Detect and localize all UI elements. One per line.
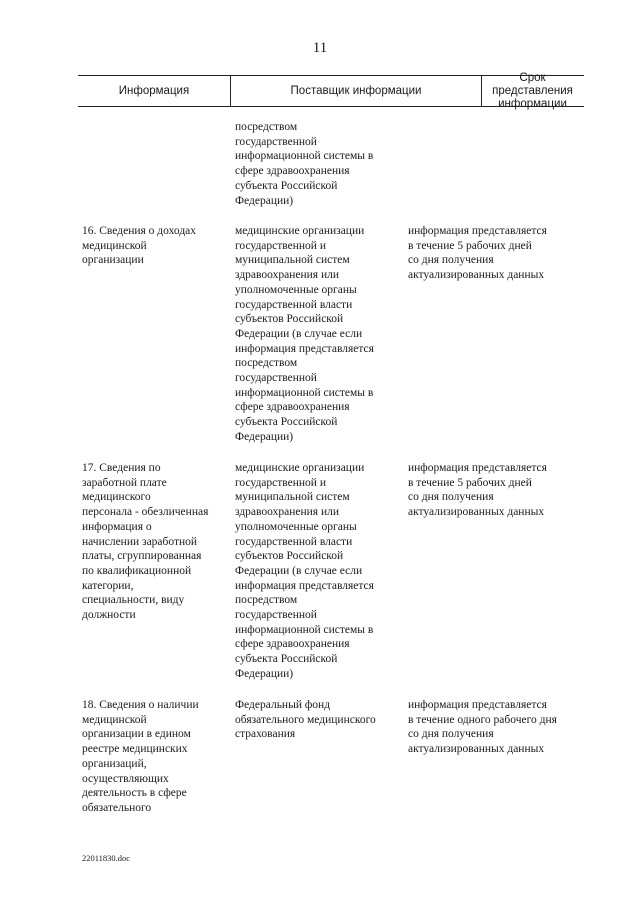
document-filename: 22011830.doc [82,853,131,863]
header-information: Информация [118,84,190,97]
header-deadline-line2: информации [498,97,567,110]
header-deadline [481,71,584,110]
header-deadline-line1: Срок представления [492,71,573,97]
row-17-information: 17. Сведения по заработной плате медицинского персонала - обезличенная информация о начислении заработной платы, сгруппированная по квалификационной категории, специальности, виду должности [82,462,209,622]
row-17-deadline: информация представляется в течение 5 рабочих дней со дня получения актуализированных данных [408,462,547,519]
row-16-provider: медицинские организации государственной и муниципальной систем здравоохранения или уполномоченные органы государственной власти субъектов Российской Федерации (в случае если информация представляется посредством государственной информационной системы в сфере здравоохранения субъекта Российской Федерации) [235,225,374,443]
header-provider: Поставщик информации [230,76,482,106]
row-16-information: 16. Сведения о доходах медицинской организации [82,225,197,267]
page-number: 11 [312,40,328,56]
row-18-provider: Федеральный фонд обязательного медицинского страхования [235,699,376,741]
row-16-deadline: информация представляется в течение 5 рабочих дней со дня получения актуализированных данных [408,225,547,282]
row-17-provider: медицинские организации государственной и муниципальной систем здравоохранения или уполномоченные органы государственной власти субъектов Российской Федерации (в случае если информация представляется посредством государственной информационной системы в сфере здравоохранения субъекта Российской Федерации) [235,462,374,680]
row-18-deadline: информация представляется в течение одного рабочего дня со дня получения актуализированных данных [408,699,557,756]
table-header [78,71,584,110]
row-18-information: 18. Сведения о наличии медицинской организации в едином реестре медицинских организаций, осуществляющих деятельность в сфере обязательного [82,699,199,814]
continuation-provider: посредством государственной информационной системы в сфере здравоохранения субъекта Российской Федерации) [235,121,374,207]
